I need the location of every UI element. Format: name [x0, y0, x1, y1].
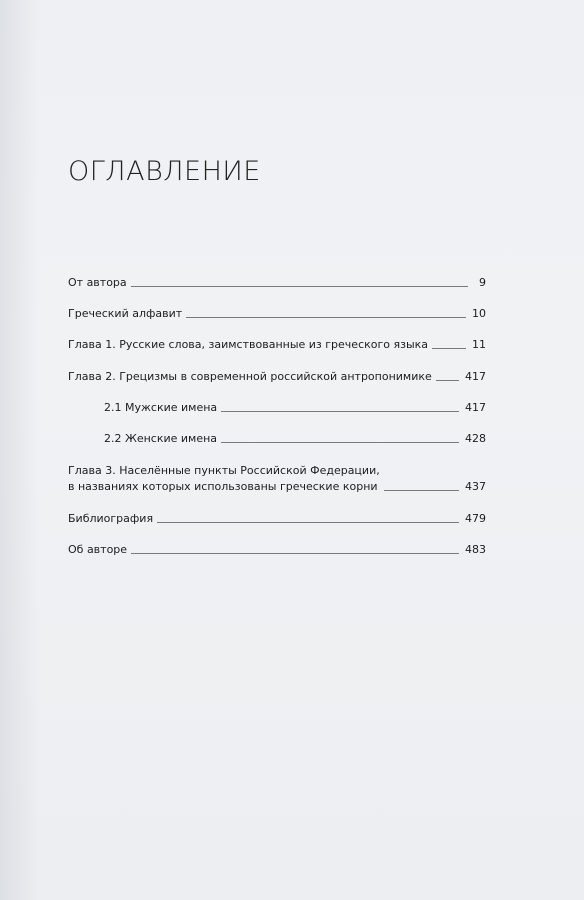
toc-entry-chapter-2: [68, 370, 486, 384]
toc-entry-label: Библиография: [68, 512, 154, 525]
toc-entry-page: 428: [465, 432, 486, 445]
toc-entry-page: 483: [465, 543, 486, 556]
toc-leader-line: [432, 348, 466, 349]
toc-entry-page: 9: [479, 276, 486, 289]
toc-entry-label: [68, 464, 380, 494]
toc-entry-label: Об авторе: [68, 543, 128, 556]
toc-entry-section-2-2: [68, 432, 486, 446]
toc-entry-label: Греческий алфавит: [68, 307, 183, 320]
toc-entry-label: Глава 2. Грецизмы в современной российской антропонимике: [68, 370, 432, 383]
toc-entry-chapter-1: [68, 338, 486, 352]
toc-leader-line: [131, 286, 468, 287]
toc-leader-line: [157, 522, 459, 523]
toc-entry-page: 479: [465, 512, 486, 525]
toc-leader-line: [384, 490, 459, 491]
toc-leader-line: [131, 553, 459, 554]
toc-entry-chapter-3: [68, 464, 486, 494]
toc-entry-page: 10: [472, 307, 486, 320]
page-edge-shadow: [0, 0, 40, 900]
toc-entry-section-2-1: [68, 401, 486, 415]
toc-entry-label: От автора: [68, 276, 127, 289]
toc-leader-line: [221, 442, 459, 443]
toc-entry-page: 417: [465, 370, 486, 383]
toc-leader-line: [436, 380, 459, 381]
page-title: ОГЛАВЛЕНИЕ: [68, 156, 261, 187]
toc-entry-label: Глава 1. Русские слова, заимствованные из греческого языка: [68, 338, 429, 351]
toc-entry-page: 437: [465, 480, 486, 493]
toc-leader-line: [186, 317, 466, 318]
toc-entry-label-line1: Глава 3. Населённые пункты Российской Федерации,: [68, 464, 380, 477]
toc-entry-from-author: [68, 276, 486, 290]
toc-entry-bibliography: [68, 512, 486, 526]
toc-entry-label: 2.1 Мужские имена: [104, 401, 218, 414]
toc-leader-line: [221, 411, 459, 412]
toc-entry-label: 2.2 Женские имена: [104, 432, 218, 445]
toc-entry-greek-alphabet: [68, 307, 486, 321]
toc-entry-page: 11: [472, 338, 486, 351]
toc-entry-about-author: [68, 543, 486, 557]
toc-entry-page: 417: [465, 401, 486, 414]
toc-entry-label-line2: в названиях которых использованы греческие корни: [68, 480, 378, 493]
